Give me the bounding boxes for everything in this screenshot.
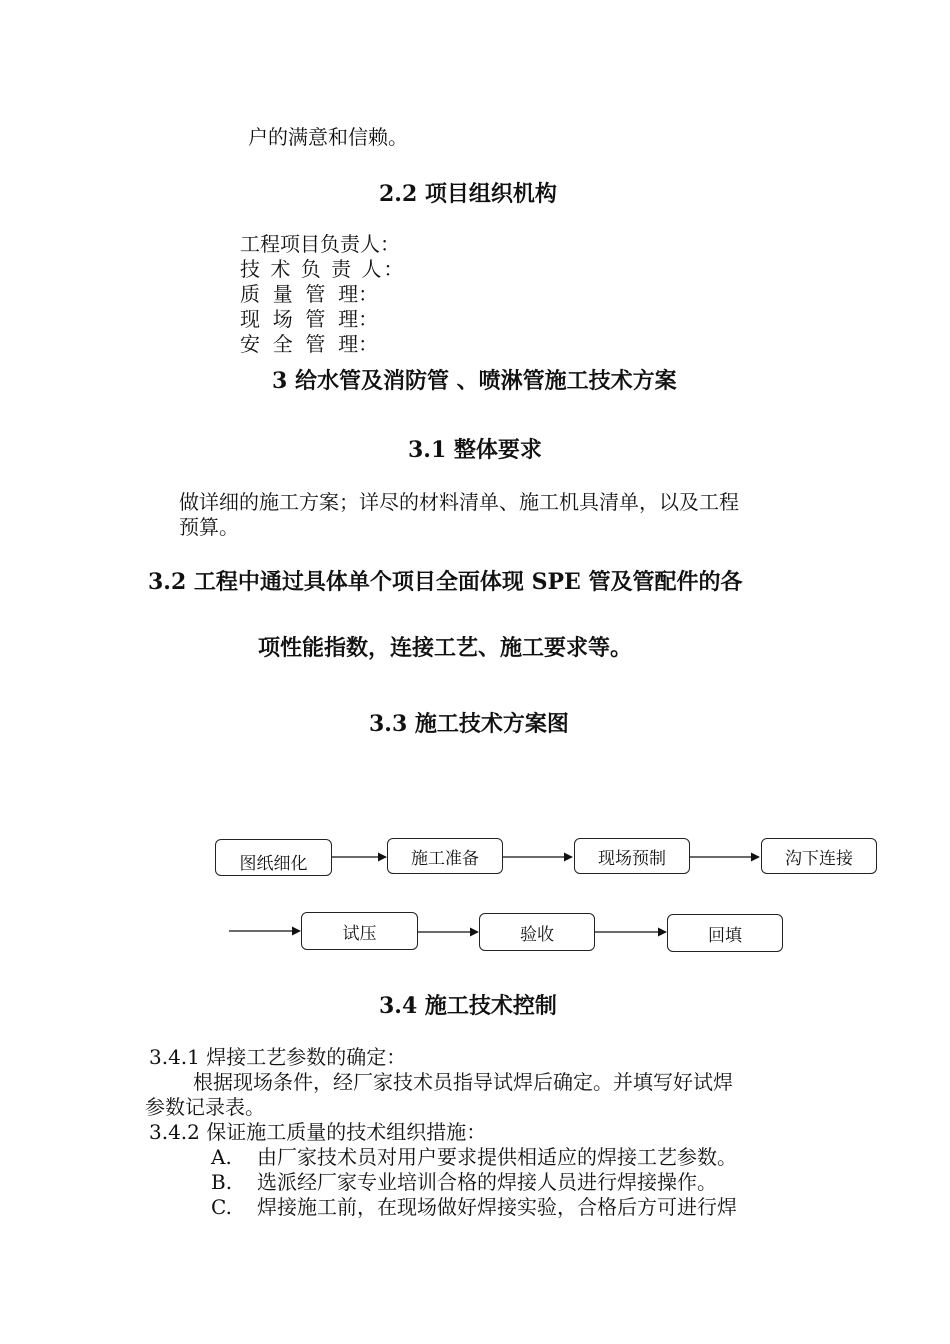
role-safety-management: 安 全 管 理： [240,332,379,356]
section-3-4-heading: 3.4 施工技术控制 [379,993,557,1019]
section-3-2-heading-line-1: 3.2 工程中通过具体单个项目全面体现 SPE 管及管配件的各 [148,569,743,595]
flow-step-drawing-refinement: 图纸细化 [215,839,332,876]
section-3-4-1-line-2: 参数记录表。 [145,1095,265,1119]
flow-step-preparation: 施工准备 [387,838,503,874]
section-3-2-heading-line-2: 项性能指数，连接工艺、施工要求等。 [258,635,633,661]
role-project-manager: 工程项目负责人： [240,232,400,256]
role-technical-lead: 技 术 负 责 人： [240,257,406,281]
flow-step-acceptance: 验收 [479,913,595,951]
section-3-4-1-title: 3.4.1 焊接工艺参数的确定： [149,1045,407,1069]
list-item-c-label: C. [211,1195,232,1219]
list-item-a-text: 由厂家技术员对用户要求提供相适应的焊接工艺参数。 [257,1145,737,1169]
section-3-heading: 3 给水管及消防管 、喷淋管施工技术方案 [272,368,677,394]
list-item-b-text: 选派经厂家专业培训合格的焊接人员进行焊接操作。 [257,1170,717,1194]
list-item-c-text: 焊接施工前，在现场做好焊接实验，合格后方可进行焊 [257,1195,737,1219]
role-quality-management: 质 量 管 理： [240,282,379,306]
flow-step-trench-connection: 沟下连接 [761,838,877,874]
section-3-1-line-2: 预算。 [179,515,239,539]
section-2-2-heading: 2.2 项目组织机构 [379,181,557,207]
section-3-1-heading: 3.1 整体要求 [408,437,542,463]
intro-tail-text: 户的满意和信赖。 [248,125,408,149]
section-3-3-heading: 3.3 施工技术方案图 [369,711,569,737]
list-item-a-label: A. [211,1145,232,1169]
role-site-management: 现 场 管 理： [240,307,379,331]
list-item-b-label: B. [211,1170,233,1194]
flow-step-prefabrication: 现场预制 [574,838,690,874]
flow-step-pressure-test: 试压 [301,912,418,950]
section-3-4-1-line-1: 根据现场条件，经厂家技术员指导试焊后确定。并填写好试焊 [193,1070,733,1094]
section-3-1-line-1: 做详细的施工方案；详尽的材料清单、施工机具清单，以及工程 [179,490,739,514]
flow-step-backfill: 回填 [667,914,783,952]
section-3-4-2-title: 3.4.2 保证施工质量的技术组织措施： [149,1120,487,1144]
